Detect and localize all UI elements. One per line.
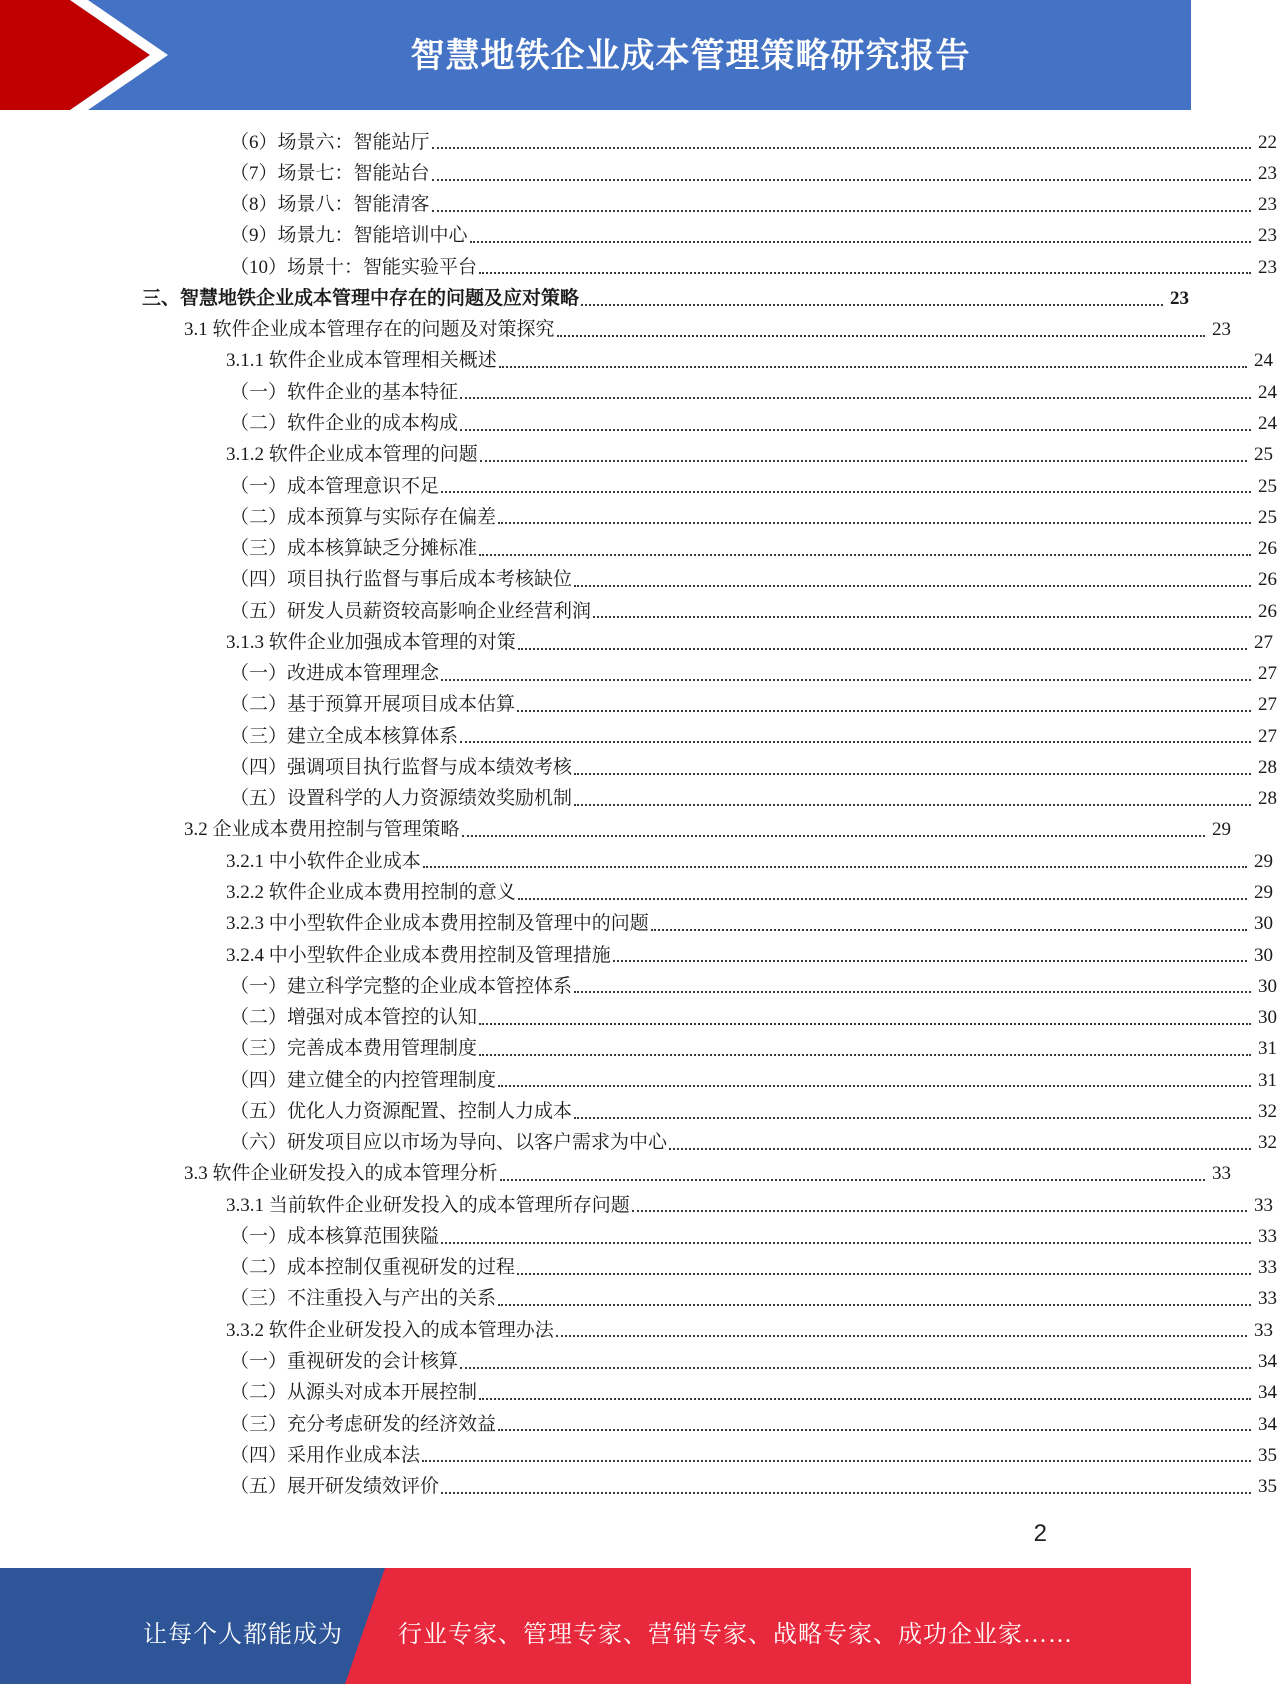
toc-dot-leader [574, 584, 1251, 587]
toc-dot-leader [574, 1116, 1251, 1119]
toc-dot-leader [460, 396, 1251, 399]
toc-entry-label: 3.3.1 当前软件企业研发投入的成本管理所存问题 [226, 1194, 630, 1216]
toc-entry-page: 33 [1254, 1194, 1273, 1216]
toc-entry-label: （7）场景七：智能站台 [230, 162, 430, 184]
toc-entry-label: （五）设置科学的人力资源绩效奖励机制 [230, 788, 573, 810]
toc-entry-page: 23 [1258, 194, 1277, 216]
toc-entry-label: （五）展开研发绩效评价 [230, 1476, 440, 1498]
toc-entry[interactable] [0, 1378, 1277, 1409]
toc-entry-page: 30 [1254, 944, 1273, 966]
toc-entry-label: 3.2 企业成本费用控制与管理策略 [184, 819, 460, 841]
toc-entry[interactable] [0, 221, 1277, 252]
toc-entry-page: 23 [1258, 162, 1277, 184]
toc-entry[interactable] [0, 1253, 1277, 1284]
toc-entry-page: 23 [1212, 319, 1231, 341]
toc-dot-leader [593, 615, 1251, 618]
toc-entry-page: 29 [1254, 882, 1273, 903]
toc-entry-page: 34 [1258, 1350, 1277, 1372]
toc-entry[interactable] [0, 752, 1277, 783]
toc-entry-label: 3.2.4 中小型软件企业成本费用控制及管理措施 [226, 944, 611, 966]
toc-entry[interactable] [0, 1034, 1277, 1065]
toc-dot-leader [498, 1428, 1251, 1431]
toc-entry-label: （三）成本核算缺乏分摊标准 [230, 538, 478, 560]
toc-entry[interactable] [0, 1159, 1231, 1190]
toc-entry[interactable] [0, 408, 1277, 439]
toc-entry[interactable] [0, 283, 1189, 314]
toc-dot-leader [556, 1334, 1247, 1337]
toc-entry-label: 3.1.1 软件企业成本管理相关概述 [226, 350, 497, 372]
toc-entry[interactable] [0, 1471, 1277, 1502]
toc-entry-label: 3.1 软件企业成本管理存在的问题及对策探究 [184, 319, 555, 341]
toc-entry-label: （四）建立健全的内控管理制度 [230, 1069, 497, 1091]
toc-entry-page: 27 [1258, 694, 1277, 716]
toc-entry-label: （五）研发人员薪资较高影响企业经营利润 [230, 600, 592, 622]
toc-dot-leader [498, 521, 1251, 524]
toc-entry[interactable] [0, 1096, 1277, 1127]
toc-entry-page: 28 [1258, 756, 1277, 778]
toc-entry[interactable] [0, 909, 1273, 940]
toc-entry-page: 33 [1212, 1163, 1231, 1185]
toc-dot-leader [460, 1366, 1251, 1369]
toc-entry-page: 26 [1258, 538, 1277, 560]
toc-entry-label: （一）重视研发的会计核算 [230, 1350, 459, 1372]
toc-dot-leader [441, 1491, 1251, 1494]
toc-entry-label: 3.2.1 中小软件企业成本 [226, 850, 421, 872]
toc-entry[interactable] [0, 440, 1273, 471]
toc-entry[interactable] [0, 1128, 1277, 1159]
toc-dot-leader [460, 740, 1251, 743]
toc-entry-label: 3.2.2 软件企业成本费用控制的意义 [226, 882, 516, 903]
toc-entry-page: 32 [1258, 1100, 1277, 1122]
toc-entry-label: （一）软件企业的基本特征 [230, 381, 459, 403]
toc-entry-label: （三）不注重投入与产出的关系 [230, 1288, 497, 1310]
toc-dot-leader [518, 647, 1247, 650]
toc-entry[interactable] [0, 971, 1277, 1002]
toc-entry-label: 3.3.2 软件企业研发投入的成本管理办法 [226, 1319, 554, 1341]
toc-entry-label: （三）完善成本费用管理制度 [230, 1038, 478, 1060]
toc-dot-leader [517, 709, 1251, 712]
toc-dot-leader [632, 1209, 1247, 1212]
toc-entry-label: （三）建立全成本核算体系 [230, 725, 459, 747]
toc-dot-leader [422, 1459, 1251, 1462]
toc-entry-page: 23 [1258, 225, 1277, 247]
toc-dot-leader [432, 178, 1251, 181]
toc-dot-leader [479, 1397, 1251, 1400]
toc-entry[interactable] [0, 596, 1277, 627]
toc-entry[interactable] [0, 815, 1231, 846]
toc-dot-leader [574, 803, 1251, 806]
toc-dot-leader [557, 334, 1205, 337]
toc-entry[interactable] [0, 1284, 1277, 1315]
toc-entry-page: 27 [1254, 631, 1273, 653]
toc-dot-leader [479, 271, 1251, 274]
toc-entry-label: 3.1.3 软件企业加强成本管理的对策 [226, 631, 516, 653]
toc-dot-leader [651, 928, 1247, 931]
toc-entry-label: （一）改进成本管理理念 [230, 663, 440, 685]
toc-entry-page: 35 [1258, 1476, 1277, 1498]
toc-entry-page: 25 [1258, 475, 1277, 497]
toc-entry-page: 25 [1258, 506, 1277, 528]
toc-entry-label: （二）成本控制仅重视研发的过程 [230, 1257, 516, 1279]
toc-entry-page: 23 [1258, 256, 1277, 278]
toc-entry-label: （二）基于预算开展项目成本估算 [230, 694, 516, 716]
page-header [0, 0, 1191, 110]
footer-slogan-left: 让每个人都能成为 [143, 1622, 343, 1648]
toc-dot-leader [441, 678, 1251, 681]
toc-entry[interactable] [0, 252, 1277, 283]
toc-entry-page: 22 [1258, 131, 1277, 153]
toc-entry[interactable] [0, 533, 1277, 564]
toc-entry[interactable] [0, 1002, 1277, 1033]
toc-entry-label: （四）强调项目执行监督与成本绩效考核 [230, 756, 573, 778]
toc-entry-label: （9）场景九：智能培训中心 [230, 225, 468, 247]
toc-entry-page: 33 [1254, 1319, 1273, 1341]
toc-entry[interactable] [0, 377, 1277, 408]
toc-entry[interactable] [0, 1065, 1277, 1096]
toc-entry[interactable] [0, 502, 1277, 533]
toc-dot-leader [574, 772, 1251, 775]
toc-dot-leader [498, 1303, 1251, 1306]
toc-dot-leader [574, 990, 1251, 993]
toc-entry-page: 30 [1258, 1007, 1277, 1029]
toc-entry-page: 27 [1258, 663, 1277, 685]
toc-entry-page: 33 [1258, 1257, 1277, 1279]
toc-entry[interactable] [0, 471, 1277, 502]
toc-entry[interactable] [0, 721, 1277, 752]
toc-entry-label: （一）成本管理意识不足 [230, 475, 440, 497]
toc-dot-leader [499, 365, 1247, 368]
toc-entry-label: （6）场景六：智能站厅 [230, 131, 430, 153]
toc-entry-label: 3.1.2 软件企业成本管理的问题 [226, 444, 478, 466]
toc-dot-leader [479, 553, 1251, 556]
toc-dot-leader [498, 1084, 1251, 1087]
toc-entry-page: 31 [1258, 1038, 1277, 1060]
toc-entry-page: 33 [1258, 1225, 1277, 1247]
toc-entry[interactable] [0, 1315, 1273, 1346]
toc-entry-page: 27 [1258, 725, 1277, 747]
toc-entry[interactable] [0, 846, 1273, 877]
toc-entry[interactable] [0, 1409, 1277, 1440]
toc-entry-label: （二）从源头对成本开展控制 [230, 1382, 478, 1404]
toc-entry[interactable] [0, 784, 1277, 815]
toc-dot-leader [479, 1053, 1251, 1056]
toc-dot-leader [432, 209, 1251, 212]
table-of-contents [0, 127, 1277, 1503]
toc-entry[interactable] [0, 346, 1273, 377]
toc-entry[interactable] [0, 877, 1273, 908]
toc-dot-leader [518, 897, 1247, 900]
toc-dot-leader [500, 1178, 1205, 1181]
toc-dot-leader [517, 1272, 1251, 1275]
toc-entry[interactable] [0, 627, 1273, 658]
document-title: 智慧地铁企业成本管理策略研究报告 [410, 36, 971, 76]
toc-entry[interactable] [0, 1346, 1277, 1377]
toc-entry-label: （二）增强对成本管控的认知 [230, 1007, 478, 1029]
toc-entry-page: 34 [1258, 1413, 1277, 1435]
page-footer [0, 1568, 1191, 1684]
toc-entry-page: 32 [1258, 1132, 1277, 1154]
toc-entry-label: （8）场景八：智能清客 [230, 194, 430, 216]
toc-entry-page: 29 [1254, 850, 1273, 872]
toc-entry-page: 26 [1258, 600, 1277, 622]
toc-entry[interactable] [0, 127, 1277, 158]
toc-entry-label: （一）成本核算范围狭隘 [230, 1225, 440, 1247]
toc-entry[interactable] [0, 565, 1277, 596]
toc-entry-page: 24 [1258, 381, 1277, 403]
toc-entry-label: 三、智慧地铁企业成本管理中存在的问题及应对策略 [142, 287, 580, 309]
toc-entry-page: 24 [1258, 413, 1277, 435]
toc-entry[interactable] [0, 1190, 1273, 1221]
toc-entry-page: 26 [1258, 569, 1277, 591]
toc-entry-page: 30 [1258, 975, 1277, 997]
toc-entry-page: 34 [1258, 1382, 1277, 1404]
toc-dot-leader [423, 865, 1247, 868]
toc-entry-label: （五）优化人力资源配置、控制人力成本 [230, 1100, 573, 1122]
toc-entry-label: （二）软件企业的成本构成 [230, 413, 459, 435]
toc-entry-page: 30 [1254, 913, 1273, 935]
toc-entry[interactable] [0, 315, 1231, 346]
toc-entry-label: 3.3 软件企业研发投入的成本管理分析 [184, 1163, 498, 1185]
toc-dot-leader [479, 1022, 1251, 1025]
toc-entry-page: 25 [1254, 444, 1273, 466]
toc-entry[interactable] [0, 690, 1277, 721]
toc-dot-leader [669, 1147, 1251, 1150]
toc-dot-leader [480, 459, 1247, 462]
toc-dot-leader [460, 428, 1251, 431]
toc-entry[interactable] [0, 190, 1277, 221]
toc-dot-leader [581, 303, 1163, 306]
toc-dot-leader [462, 834, 1205, 837]
toc-entry-page: 28 [1258, 788, 1277, 810]
toc-entry-label: （二）成本预算与实际存在偏差 [230, 506, 497, 528]
footer-slogan-right: 行业专家、管理专家、营销专家、战略专家、成功企业家…… [398, 1622, 1073, 1648]
toc-entry[interactable] [0, 940, 1273, 971]
page-number: 2 [1033, 1520, 1047, 1547]
toc-entry-page: 29 [1212, 819, 1231, 841]
toc-entry[interactable] [0, 1440, 1277, 1471]
toc-dot-leader [613, 959, 1247, 962]
toc-dot-leader [441, 490, 1251, 493]
toc-entry-page: 23 [1170, 287, 1189, 309]
toc-entry-label: （六）研发项目应以市场为导向、以客户需求为中心 [230, 1132, 668, 1154]
toc-entry[interactable] [0, 1221, 1277, 1252]
toc-entry-page: 31 [1258, 1069, 1277, 1091]
toc-entry-label: （三）充分考虑研发的经济效益 [230, 1413, 497, 1435]
toc-entry[interactable] [0, 158, 1277, 189]
toc-entry-page: 35 [1258, 1444, 1277, 1466]
toc-dot-leader [470, 240, 1251, 243]
toc-entry-label: （一）建立科学完整的企业成本管控体系 [230, 975, 573, 997]
toc-entry-label: （10）场景十：智能实验平台 [230, 256, 478, 278]
toc-entry-page: 24 [1254, 350, 1273, 372]
toc-entry-page: 33 [1258, 1288, 1277, 1310]
toc-entry-label: （四）采用作业成本法 [230, 1444, 421, 1466]
toc-entry-label: 3.2.3 中小型软件企业成本费用控制及管理中的问题 [226, 913, 649, 935]
toc-dot-leader [441, 1241, 1251, 1244]
toc-dot-leader [432, 146, 1251, 149]
toc-entry[interactable] [0, 659, 1277, 690]
toc-entry-label: （四）项目执行监督与事后成本考核缺位 [230, 569, 573, 591]
